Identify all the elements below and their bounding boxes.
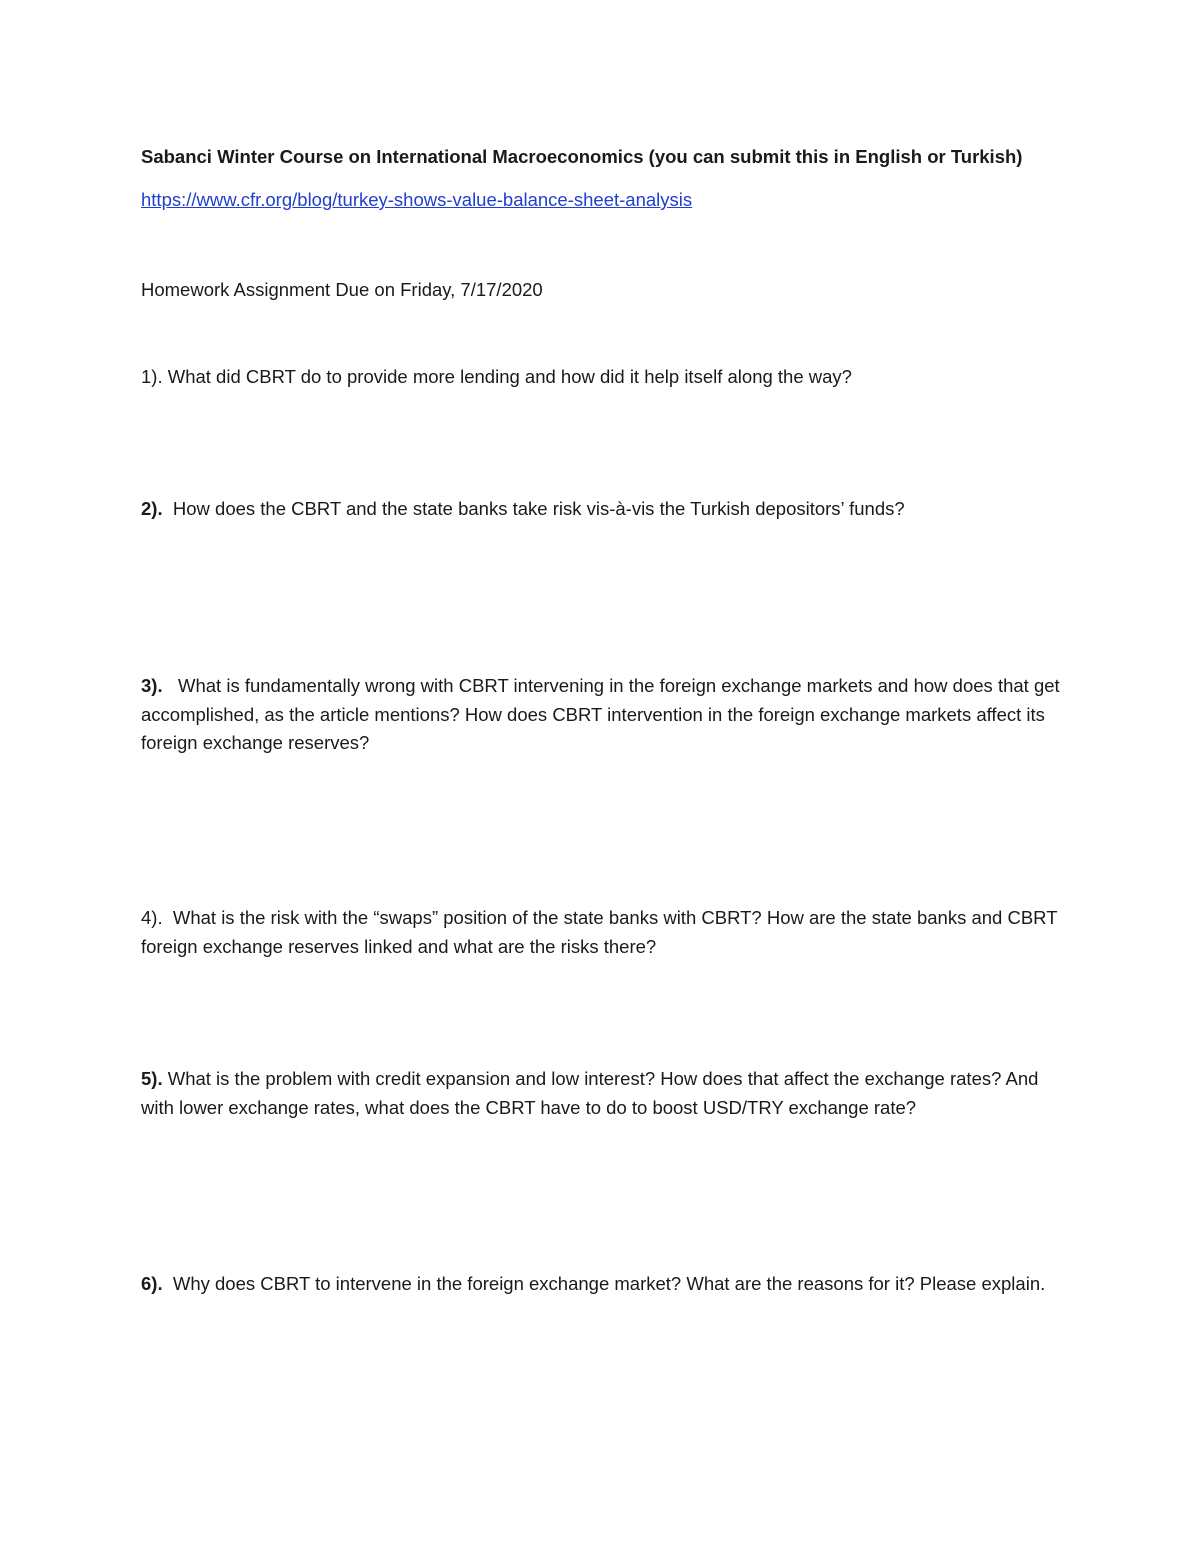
question-text: What is the problem with credit expansion and low interest? How does that affect the exchange rates? And with lower exchange rates, what does the CBRT have to do to boost USD/TRY exchange rate? <box>141 1068 1039 1118</box>
document-title: Sabanci Winter Course on International Macroeconomics (you can submit this in English or Turkish) <box>141 146 1023 167</box>
question-number: 5). <box>141 1068 163 1089</box>
question-number: 2). <box>141 498 163 519</box>
question-6 <box>141 1270 1061 1299</box>
question-text: Why does CBRT to intervene in the foreign exchange market? What are the reasons for it? Please explain. <box>172 1273 1046 1294</box>
question-text: What is the risk with the “swaps” position of the state banks with CBRT? How are the state banks and CBRT foreign exchange reserves linked and what are the risks there? <box>141 907 1058 957</box>
question-text: What is fundamentally wrong with CBRT intervening in the foreign exchange markets and how does that get accomplished, as the article mentions? How does CBRT intervention in the foreign exchange markets affect its foreign exchange reserves? <box>141 675 1060 753</box>
question-5 <box>141 1065 1061 1122</box>
due-date: Homework Assignment Due on Friday, 7/17/2020 <box>141 279 543 300</box>
question-number: 3). <box>141 675 163 696</box>
question-number: 6). <box>141 1273 163 1294</box>
question-3 <box>141 672 1061 758</box>
question-number: 4). <box>141 907 163 928</box>
question-number: 1). <box>141 366 163 387</box>
article-link[interactable]: https://www.cfr.org/blog/turkey-shows-value-balance-sheet-analysis <box>141 189 693 210</box>
question-text: How does the CBRT and the state banks take risk vis-à-vis the Turkish depositors’ funds? <box>172 498 905 519</box>
question-2 <box>141 495 1061 524</box>
question-text: What did CBRT do to provide more lending and how did it help itself along the way? <box>167 366 852 387</box>
question-4 <box>141 904 1061 961</box>
question-1 <box>141 363 1061 392</box>
